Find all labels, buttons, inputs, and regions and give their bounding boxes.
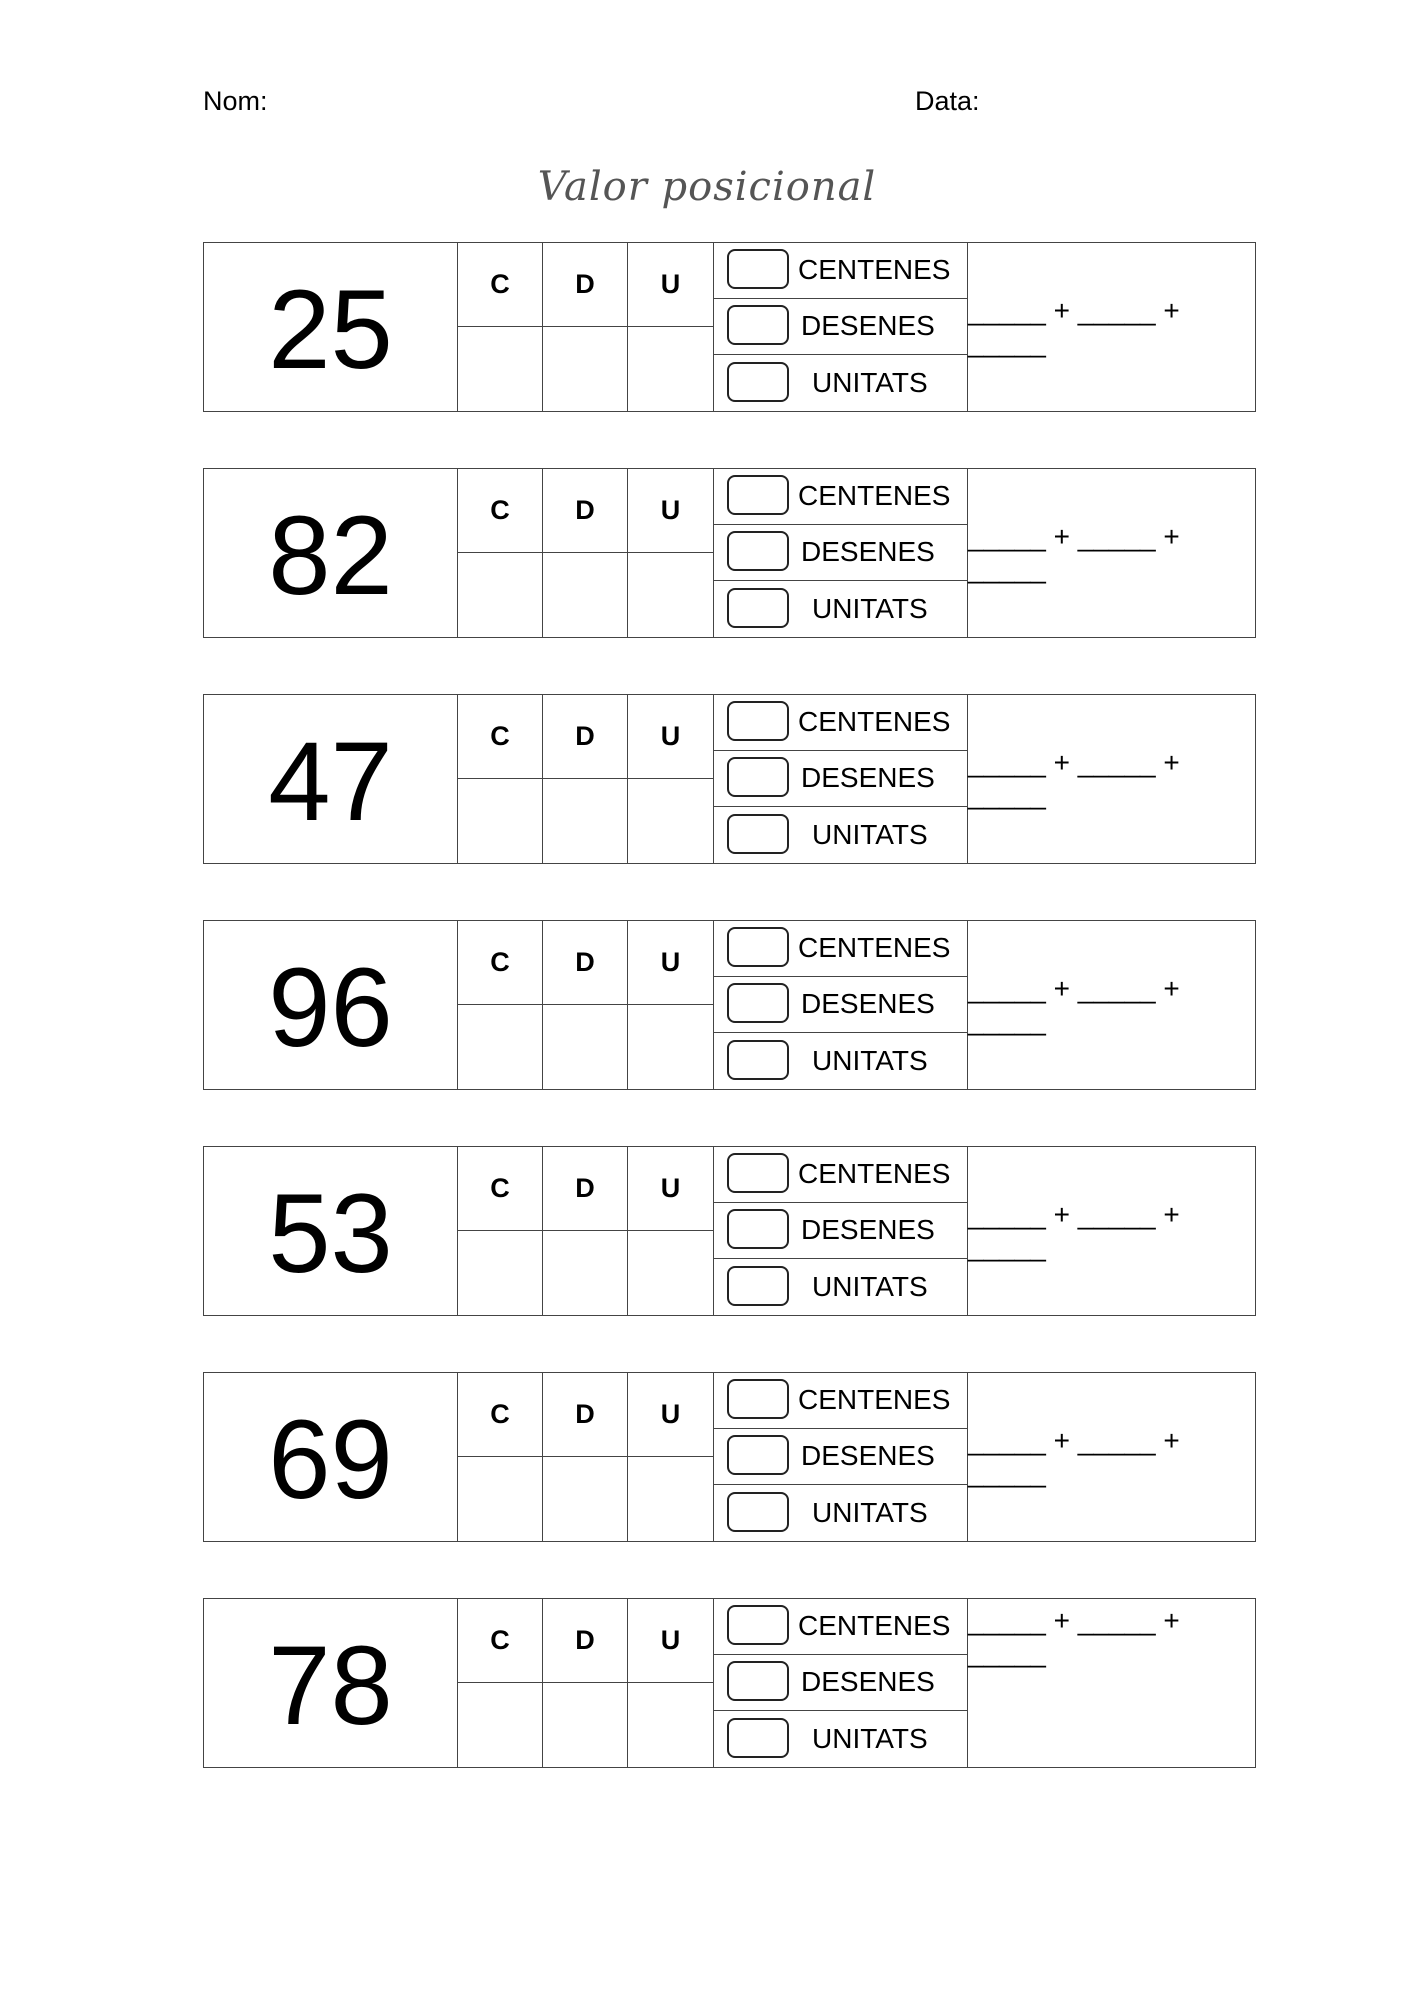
centenes-answer-box[interactable] [727,701,789,741]
column-c-header: C [458,469,542,553]
place-breakdown [714,921,968,1089]
desenes-line [714,977,967,1033]
sum-decomposition[interactable]: _____ + _____ + _____ [968,1425,1180,1488]
unitats-label: UNITATS [812,366,928,398]
column-c [458,695,543,863]
unitats-answer-box[interactable] [727,1040,789,1080]
column-c [458,921,543,1089]
column-u [628,1599,713,1767]
column-c-header: C [458,695,542,779]
target-number: 82 [204,469,458,637]
worksheet-title: Valor posicional [537,164,877,210]
column-c-header: C [458,921,542,1005]
column-u [628,1147,713,1315]
unitats-line [714,581,967,637]
column-d [543,1373,628,1541]
centenes-line [714,1147,967,1203]
column-d-header: D [543,243,627,327]
unitats-line [714,1259,967,1315]
column-d [543,921,628,1089]
centenes-answer-box[interactable] [727,249,789,289]
desenes-label: DESENES [801,1440,935,1472]
centenes-line [714,921,967,977]
column-u-header: U [628,1147,713,1231]
unitats-label: UNITATS [812,1496,928,1528]
unitats-line [714,355,967,411]
place-breakdown [714,1147,968,1315]
sum-decomposition[interactable]: _____ + _____ + _____ [968,1199,1180,1262]
centenes-answer-box[interactable] [727,1605,789,1645]
column-c [458,243,543,411]
column-c-header: C [458,1373,542,1457]
column-d-header: D [543,695,627,779]
column-d-header: D [543,921,627,1005]
unitats-line [714,1485,967,1541]
exercise-list [203,242,1256,1824]
unitats-answer-box[interactable] [727,588,789,628]
exercise-row [203,694,1256,864]
date-label: Data: [915,86,980,116]
desenes-answer-box[interactable] [727,531,789,571]
centenes-label: CENTENES [798,1610,951,1642]
centenes-line [714,243,967,299]
desenes-label: DESENES [801,988,935,1020]
unitats-answer-box[interactable] [727,1718,789,1758]
desenes-answer-box[interactable] [727,1435,789,1475]
unitats-label: UNITATS [812,592,928,624]
target-number: 53 [204,1147,458,1315]
exercise-row [203,920,1256,1090]
desenes-line [714,751,967,807]
desenes-label: DESENES [801,1666,935,1698]
centenes-label: CENTENES [798,480,951,512]
column-d [543,1599,628,1767]
place-value-table [458,1599,714,1767]
centenes-label: CENTENES [798,932,951,964]
column-u [628,243,713,411]
sum-decomposition[interactable]: _____ + _____ + _____ [968,1605,1180,1668]
place-value-table [458,1147,714,1315]
centenes-label: CENTENES [798,1158,951,1190]
column-u-header: U [628,1373,713,1457]
unitats-label: UNITATS [812,1044,928,1076]
desenes-line [714,1655,967,1711]
place-value-table [458,1373,714,1541]
centenes-line [714,469,967,525]
target-number: 25 [204,243,458,411]
desenes-label: DESENES [801,536,935,568]
centenes-label: CENTENES [798,254,951,286]
centenes-label: CENTENES [798,1384,951,1416]
unitats-answer-box[interactable] [727,1266,789,1306]
unitats-label: UNITATS [812,1722,928,1754]
column-u-header: U [628,921,713,1005]
unitats-label: UNITATS [812,818,928,850]
place-breakdown [714,1599,968,1767]
desenes-answer-box[interactable] [727,983,789,1023]
column-d-header: D [543,1599,627,1683]
column-u [628,921,713,1089]
centenes-answer-box[interactable] [727,475,789,515]
column-u-header: U [628,695,713,779]
place-breakdown [714,1373,968,1541]
column-u [628,469,713,637]
column-d-header: D [543,1373,627,1457]
desenes-answer-box[interactable] [727,1661,789,1701]
column-d [543,469,628,637]
centenes-label: CENTENES [798,706,951,738]
column-c [458,469,543,637]
desenes-label: DESENES [801,1214,935,1246]
sum-decomposition[interactable]: _____ + _____ + _____ [968,747,1180,810]
desenes-answer-box[interactable] [727,757,789,797]
unitats-label: UNITATS [812,1270,928,1302]
centenes-answer-box[interactable] [727,1379,789,1419]
desenes-label: DESENES [801,310,935,342]
place-value-table [458,243,714,411]
place-breakdown [714,243,968,411]
unitats-answer-box[interactable] [727,814,789,854]
place-value-table [458,695,714,863]
centenes-line [714,1599,967,1655]
centenes-line [714,695,967,751]
column-d [543,243,628,411]
place-breakdown [714,469,968,637]
exercise-row [203,468,1256,638]
unitats-answer-box[interactable] [727,362,789,402]
desenes-line [714,299,967,355]
target-number: 78 [204,1599,458,1767]
column-d [543,1147,628,1315]
sum-decomposition[interactable]: _____ + _____ + _____ [968,973,1180,1036]
column-u-header: U [628,243,713,327]
desenes-line [714,1429,967,1485]
column-d [543,695,628,863]
name-label: Nom: [203,86,268,116]
target-number: 47 [204,695,458,863]
sum-decomposition[interactable]: _____ + _____ + _____ [968,521,1180,584]
column-u [628,1373,713,1541]
exercise-row [203,242,1256,412]
target-number: 96 [204,921,458,1089]
exercise-row [203,1372,1256,1542]
column-d-header: D [543,1147,627,1231]
column-c-header: C [458,1599,542,1683]
column-d-header: D [543,469,627,553]
column-c [458,1147,543,1315]
column-u-header: U [628,1599,713,1683]
centenes-answer-box[interactable] [727,1153,789,1193]
place-breakdown [714,695,968,863]
centenes-line [714,1373,967,1429]
desenes-label: DESENES [801,762,935,794]
sum-decomposition[interactable]: _____ + _____ + _____ [968,295,1180,358]
unitats-line [714,807,967,863]
target-number: 69 [204,1373,458,1541]
column-u-header: U [628,469,713,553]
column-c-header: C [458,243,542,327]
desenes-answer-box[interactable] [727,1209,789,1249]
desenes-answer-box[interactable] [727,305,789,345]
column-u [628,695,713,863]
desenes-line [714,1203,967,1259]
exercise-row [203,1146,1256,1316]
column-c [458,1599,543,1767]
desenes-line [714,525,967,581]
place-value-table [458,921,714,1089]
column-c [458,1373,543,1541]
place-value-table [458,469,714,637]
unitats-line [714,1711,967,1767]
exercise-row [203,1598,1256,1768]
column-c-header: C [458,1147,542,1231]
unitats-line [714,1033,967,1089]
centenes-answer-box[interactable] [727,927,789,967]
unitats-answer-box[interactable] [727,1492,789,1532]
